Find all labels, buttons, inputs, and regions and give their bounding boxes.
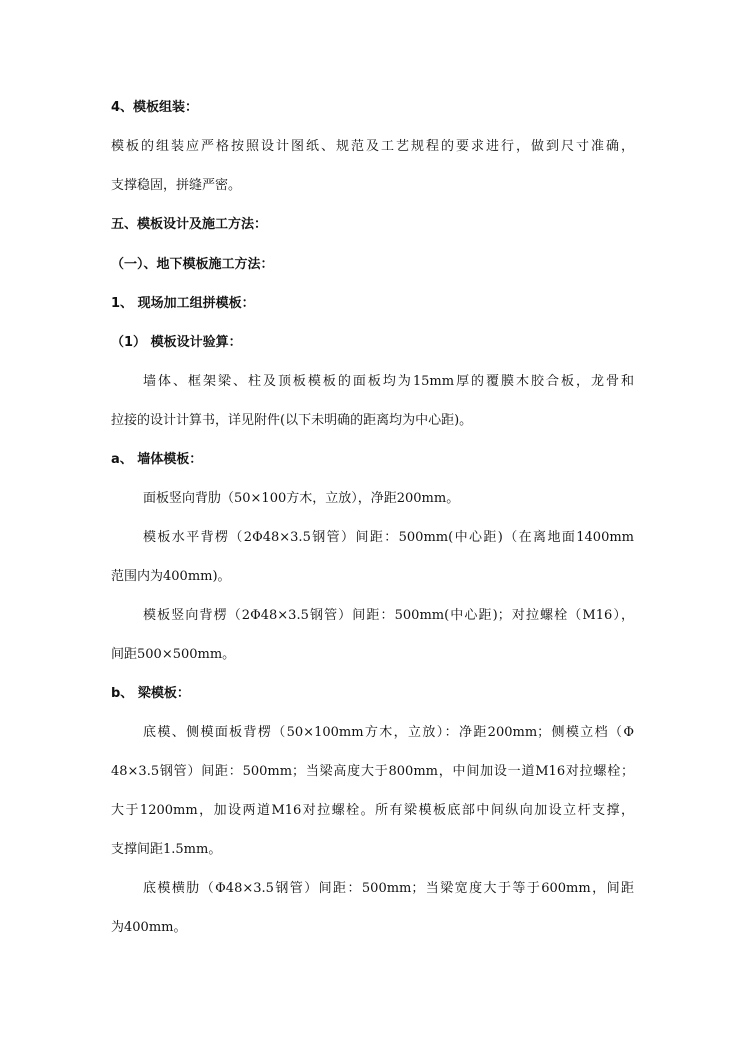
paragraph-line: 面板竖向背肋（50×100方木，立放），净距200mm。: [143, 491, 460, 506]
paragraph-line: 48×3.5钢管）间距：500mm；当梁高度大于800mm，中间加设一道M16对拉螺栓；: [111, 764, 634, 779]
paragraph-line: 支撑稳固，拼缝严密。: [111, 178, 242, 193]
heading-item-one: 1、 现场加工组拼模板：: [111, 296, 255, 311]
paragraph-line: 墙体、框架梁、柱及顶板模板的面板均为15mm厚的覆膜木胶合板，龙骨和: [143, 374, 634, 389]
paragraph-line: 模板的组装应严格按照设计图纸、规范及工艺规程的要求进行，做到尺寸准确，: [111, 139, 634, 154]
heading-wall-formwork: a、 墙体模板：: [111, 452, 203, 467]
paragraph-line: 大于1200mm，加设两道M16对拉螺栓。所有梁模板底部中间纵向加设立杆支撑，: [111, 803, 634, 818]
heading-design-check: （1） 模板设计验算：: [111, 335, 242, 350]
heading-beam-formwork: b、 梁模板：: [111, 686, 190, 701]
heading-subsection-one: （一）、地下模板施工方法：: [111, 257, 274, 272]
heading-formwork-assembly: 4、模板组装：: [111, 100, 199, 115]
paragraph-line: 为400mm。: [111, 920, 187, 935]
paragraph-line: 间距500×500mm。: [111, 647, 236, 662]
paragraph-line: 范围内为400mm)。: [111, 569, 231, 584]
paragraph-line: 模板水平背楞（2Φ48×3.5钢管）间距：500mm(中心距)（在离地面1400mm: [143, 530, 634, 545]
paragraph-line: 支撑间距1.5mm。: [111, 842, 222, 857]
paragraph-line: 底模横肋（Φ48×3.5钢管）间距：500mm；当梁宽度大于等于600mm，间距: [143, 881, 634, 896]
paragraph-line: 拉接的设计计算书，详见附件(以下未明确的距离均为中心距)。: [111, 413, 473, 428]
paragraph-line: 底模、侧模面板背楞（50×100mm方木，立放）：净距200mm；侧模立档（Φ: [143, 725, 634, 740]
heading-section-five: 五、模板设计及施工方法：: [111, 217, 268, 232]
paragraph-line: 模板竖向背楞（2Φ48×3.5钢管）间距：500mm(中心距)；对拉螺栓（M16），: [143, 608, 634, 623]
